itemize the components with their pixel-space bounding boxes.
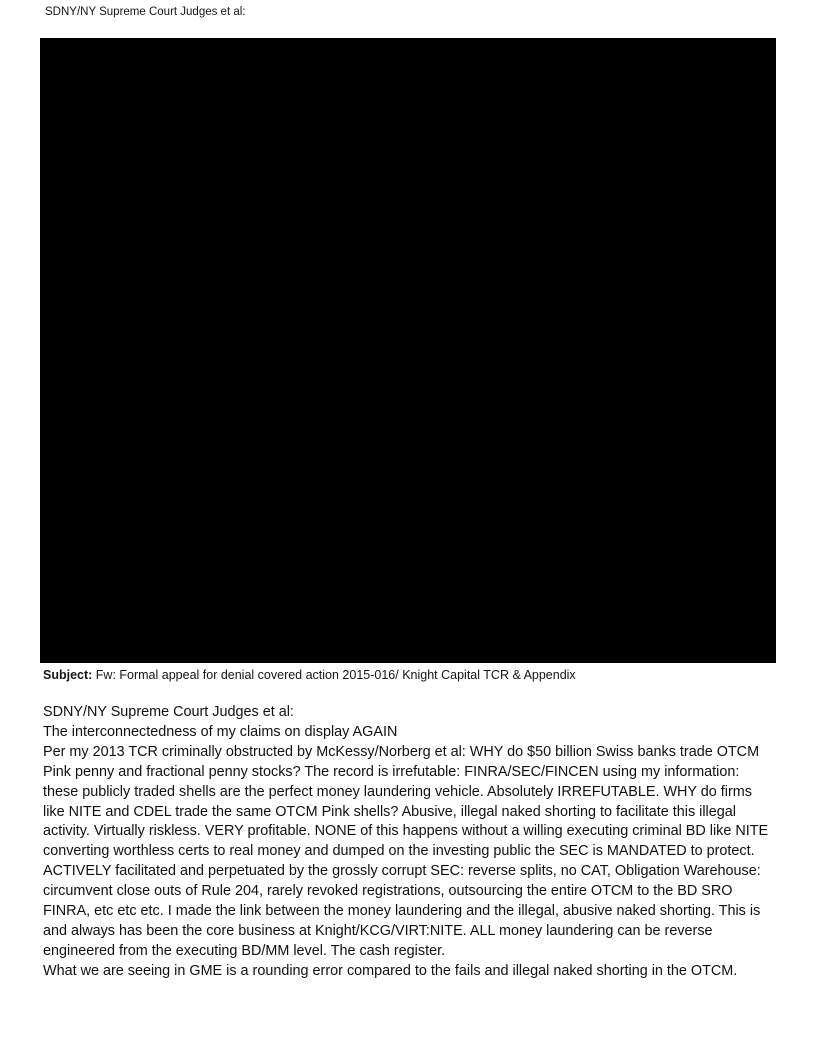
subject-text: Fw: Formal appeal for denial covered action 2015-016/ Knight Capital TCR & Appendix	[92, 668, 576, 682]
redaction-block	[40, 38, 776, 663]
body-closing: What we are seeing in GME is a rounding error compared to the fails and illegal naked shorting in the OTCM.	[43, 962, 738, 979]
subject-label: Subject:	[43, 668, 93, 682]
body-salutation: SDNY/NY Supreme Court Judges et al:	[43, 704, 294, 720]
email-body	[43, 703, 775, 982]
subject-line	[43, 667, 776, 683]
body-paragraph: Per my 2013 TCR criminally obstructed by McKessy/Norberg et al: WHY do $50 billion Swiss banks trade OTCM Pink penny and fractional penny stocks? The record is irrefutable: FINRA/SEC/FINCEN using my information: these publicly traded shells are the perfect money laundering vehicle. Absolutely IRREFUTABLE. WHY do firms like NITE and CDEL trade the same OTCM Pink shells? Abusive, illegal naked shorting to facilitate this illegal activity. Virtually riskless. VERY profitable. NONE of this happens without a willing executing criminal BD like NITE converting worthless certs to real money and dumped on the investing public the SEC is MANDATED to protect. ACTIVELY facilitated and perpetuated by the grossly corrupt SEC: reverse splits, no CAT, Obligation Warehouse: circumvent close outs of Rule 204, rarely revoked registrations, outsourcing the entire OTCM to the BD SRO FINRA, etc etc etc. I made the link between the money laundering and the illegal, abusive naked shorting. This is and always has been the core business at Knight/KCG/VIRT:NITE. ALL money laundering can be reverse engineered from the executing BD/MM level. The cash register.	[43, 743, 769, 959]
page-top-header-text: SDNY/NY Supreme Court Judges et al:	[45, 6, 246, 18]
body-intro: The interconnectedness of my claims on display AGAIN	[43, 723, 398, 740]
